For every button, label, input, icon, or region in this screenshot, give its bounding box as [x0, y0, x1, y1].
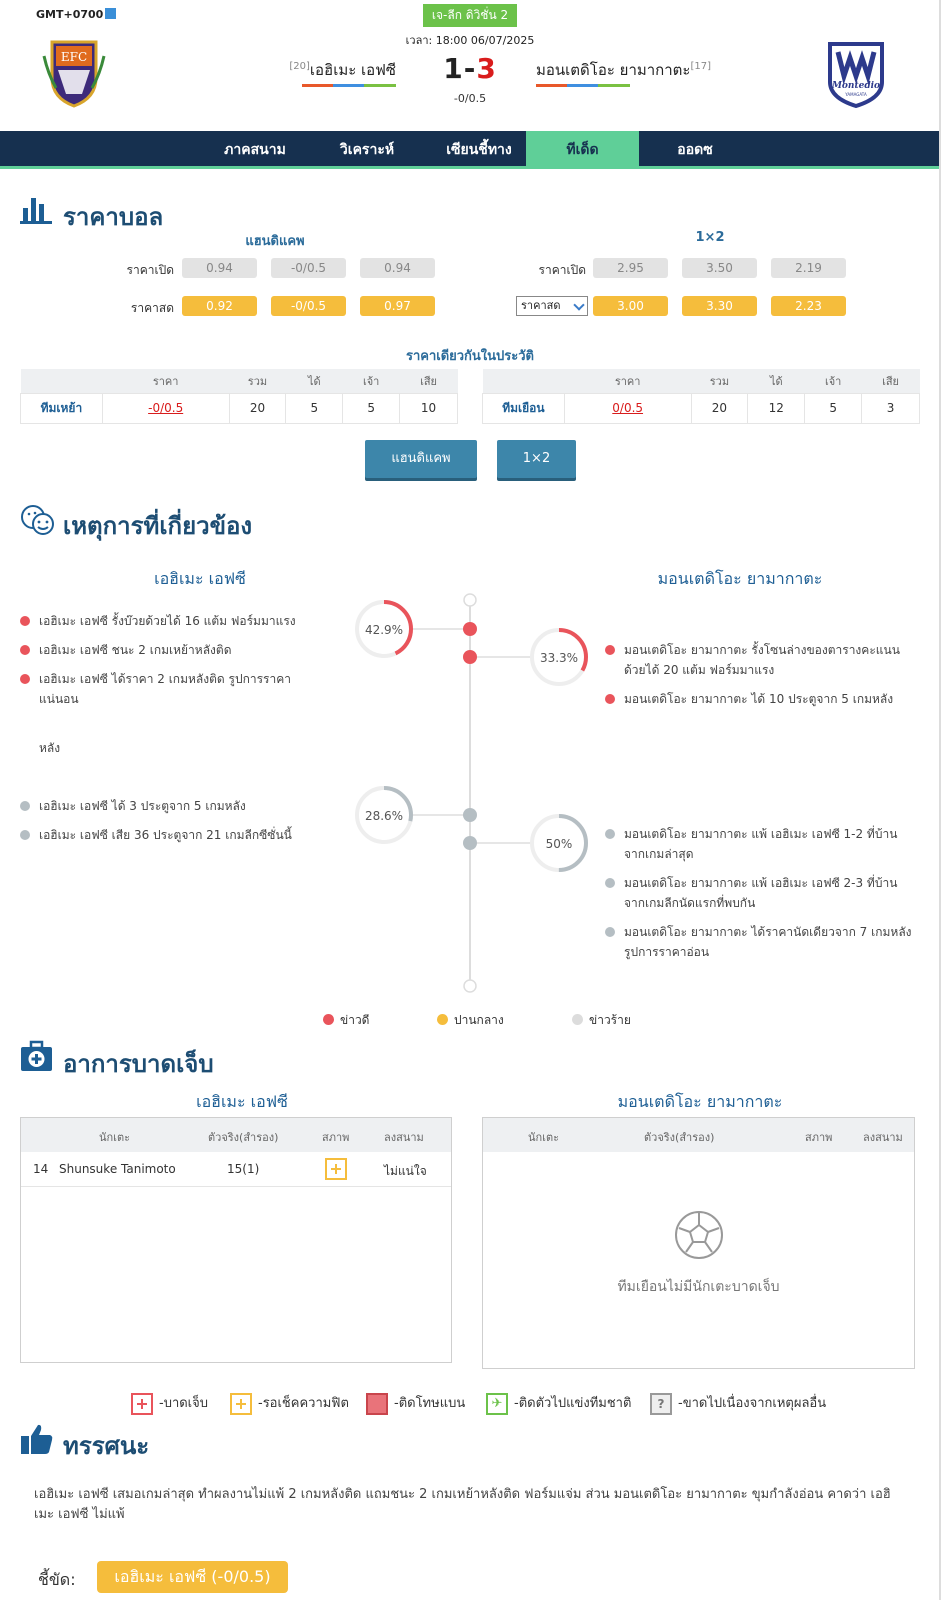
legend-bad — [572, 1011, 631, 1030]
chevron-down-icon — [573, 299, 584, 310]
list-item — [624, 922, 914, 962]
away-injury-table — [482, 1117, 915, 1369]
away-rank: [17] — [690, 61, 712, 72]
history-total: 20 — [229, 393, 286, 423]
legend-label: ข่าวดี — [340, 1013, 370, 1027]
x12-select-value: ราคาสด — [521, 299, 561, 312]
tab-odds[interactable]: ออดซ — [677, 142, 713, 158]
event-text: มอนเตดิโอะ ยามากาตะ ได้ราคานัดเดียวจาก 7 เกมหลังรูปการราคาอ่อน — [624, 925, 912, 959]
table-row — [21, 393, 458, 423]
list-item — [39, 611, 309, 631]
home-score: 1 — [443, 52, 464, 85]
list-item — [624, 873, 914, 913]
list-item — [39, 669, 309, 709]
legend-label: -รอเช็คความฟิต — [258, 1396, 349, 1411]
bad-dot — [572, 1014, 583, 1025]
events-section-title: เหตุการที่เกี่ยวข้อง — [63, 512, 253, 540]
away-bad-pct: 50% — [545, 837, 573, 851]
home-injury-table — [20, 1117, 452, 1363]
handicap-open-home: 0.94 — [182, 258, 257, 278]
legend-injured — [131, 1392, 208, 1415]
timezone-chart-icon — [105, 8, 116, 19]
col-played: ลงสนาม — [863, 1131, 903, 1144]
list-item — [624, 640, 914, 680]
table-header-row — [483, 369, 920, 393]
list-item — [39, 640, 309, 660]
handicap-button[interactable]: แฮนดิแคพ — [365, 440, 477, 478]
scoreboard — [420, 52, 520, 85]
pick-label: ชี้ขัด: — [38, 1570, 76, 1589]
timezone[interactable] — [36, 8, 116, 21]
score-separator: - — [463, 52, 477, 85]
history-draw: 5 — [343, 393, 400, 423]
tab-field[interactable]: ภาคสนาม — [224, 142, 286, 158]
injury-home-team: เอฮิเมะ เอฟซี — [196, 1092, 288, 1111]
list-item — [39, 796, 309, 816]
table-row — [21, 1152, 451, 1187]
home-team-name: เอฮิเมะ เอฟซี — [309, 61, 396, 79]
x12-open-label: ราคาเปิด — [538, 263, 586, 277]
player-number: 14 — [33, 1162, 49, 1176]
player-played: ไม่แน่ใจ — [384, 1164, 427, 1178]
col-apps: ตัวจริง(สำรอง) — [644, 1131, 715, 1144]
timezone-label: GMT+0700 — [36, 8, 104, 21]
legend-good — [323, 1011, 369, 1030]
bad-dot — [605, 927, 615, 937]
injury-away-team: มอนเตดิโอะ ยามากาตะ — [617, 1092, 783, 1111]
legend-label: ปานกลาง — [454, 1013, 504, 1027]
medical-kit-icon — [20, 1040, 53, 1073]
col-played: ลงสนาม — [384, 1131, 424, 1144]
col-win: ได้ — [748, 369, 805, 393]
home-good-pct: 42.9% — [364, 623, 404, 637]
odds-section-title: ราคาบอล — [63, 203, 164, 231]
kickoff-time: เวลา: 18:00 06/07/2025 — [405, 34, 535, 47]
away-good-pct: 33.3% — [539, 651, 579, 665]
legend-label: -บาดเจ็บ — [159, 1396, 208, 1411]
event-text: เอฮิเมะ เอฟซี ได้ 3 ประตูจาก 5 เกมหลัง — [39, 799, 246, 813]
handicap-open-label: ราคาเปิด — [126, 263, 174, 277]
list-item — [624, 689, 914, 709]
legend-label: -ขาดไปเนื่องจากเหตุผลอื่น — [678, 1396, 827, 1411]
player-apps: 15(1) — [227, 1162, 260, 1176]
list-item — [624, 824, 914, 864]
col-total: รวม — [229, 369, 286, 393]
history-odds-link[interactable]: 0/0.5 — [564, 393, 691, 423]
col-status: สภาพ — [805, 1131, 833, 1144]
col-status: สภาพ — [322, 1131, 350, 1144]
neutral-event-tail: หลัง — [39, 741, 61, 755]
tab-tips[interactable]: ทีเด็ด — [526, 131, 639, 169]
event-text: มอนเตดิโอะ ยามากาตะ แพ้ เอฮิเมะ เอฟซี 1-2 ที่บ้านจากเกมล่าสุด — [624, 827, 898, 861]
bad-dot — [20, 801, 30, 811]
bar-chart-icon — [20, 196, 52, 224]
home-history-table — [20, 369, 458, 424]
col-player: นักเตะ — [99, 1131, 130, 1144]
away-team-name: มอนเตดิโอะ ยามากาตะ — [536, 61, 691, 79]
event-text: เอฮิเมะ เอฟซี ได้ราคา 2 เกมหลังติด รูปการราคาแน่นอน — [39, 672, 291, 706]
event-text: มอนเตดิโอะ ยามากาตะ แพ้ เอฮิเมะ เอฟซี 2-3 ที่บ้านจากเกมลีกนัดแรกที่พบกัน — [624, 876, 898, 910]
col-win: ได้ — [286, 369, 343, 393]
handicap-live-line: -0/0.5 — [271, 296, 346, 316]
x12-live-home: 3.00 — [593, 296, 668, 316]
bad-dot — [605, 878, 615, 888]
airplane-icon: ✈ — [486, 1393, 508, 1415]
bad-dot — [605, 829, 615, 839]
tab-analysis[interactable]: วิเคราะห์ — [339, 142, 395, 158]
good-dot — [20, 674, 30, 684]
good-dot — [605, 694, 615, 704]
no-injury-message: ทีมเยือนไม่มีนักเตะบาดเจ็บ — [617, 1279, 780, 1295]
event-text: มอนเตดิโอะ ยามากาตะ ได้ 10 ประตูจาก 5 เกมหลัง — [624, 692, 894, 706]
handicap-live-label: ราคาสด — [130, 301, 174, 315]
legend-other — [650, 1392, 826, 1415]
handicap-live-home: 0.92 — [182, 296, 257, 316]
svg-text:EFC: EFC — [60, 50, 88, 64]
handicap-open-away: 0.94 — [360, 258, 435, 278]
neutral-dot — [437, 1014, 448, 1025]
handicap-live-away: 0.97 — [360, 296, 435, 316]
faces-icon — [20, 504, 54, 536]
injury-section-title: อาการบาดเจ็บ — [63, 1050, 214, 1078]
match-handicap: -0/0.5 — [453, 92, 487, 105]
x12-button[interactable]: 1×2 — [497, 440, 576, 478]
list-item — [39, 825, 329, 845]
history-lose: 3 — [862, 393, 920, 423]
history-odds-link[interactable]: -0/0.5 — [102, 393, 229, 423]
home-team-logo — [42, 36, 106, 108]
tab-expert[interactable]: เซียนชี้ทาง — [446, 142, 512, 158]
events-away-team: มอนเตดิโอะ ยามากาตะ — [657, 569, 823, 588]
legend-neutral — [437, 1011, 504, 1030]
pick-badge: เอฮิเมะ เอฟซี (-0/0.5) — [97, 1561, 288, 1593]
away-score: 3 — [476, 52, 497, 85]
question-icon: ? — [650, 1393, 672, 1415]
home-rank: [20] — [289, 61, 310, 72]
player-name: Shunsuke Tanimoto — [59, 1162, 176, 1176]
col-lose: เสีย — [862, 369, 920, 393]
table-header-row — [21, 1118, 451, 1152]
away-team[interactable] — [536, 58, 716, 87]
history-team: ทีมเยือน — [483, 393, 565, 423]
good-dot — [20, 645, 30, 655]
away-logo-subtext: YAMAGATA — [845, 92, 867, 97]
home-team-underline — [302, 84, 396, 87]
away-team-underline — [536, 84, 630, 87]
main-nav — [0, 131, 939, 169]
away-history-table — [482, 369, 920, 424]
handicap-open-line: -0/0.5 — [271, 258, 346, 278]
x12-live-away: 2.23 — [771, 296, 846, 316]
handicap-title: แฮนดิแคพ — [245, 234, 305, 249]
history-win: 5 — [286, 393, 343, 423]
x12-open-home: 2.95 — [593, 258, 668, 278]
football-icon — [674, 1210, 724, 1260]
history-win: 12 — [748, 393, 805, 423]
legend-national-team — [486, 1392, 631, 1415]
x12-open-away: 2.19 — [771, 258, 846, 278]
legend-label: ข่าวร้าย — [589, 1013, 631, 1027]
col-player: นักเตะ — [528, 1131, 559, 1144]
doubtful-icon — [325, 1158, 347, 1180]
x12-odds-select[interactable] — [516, 296, 588, 316]
event-text: เอฮิเมะ เอฟซี เสีย 36 ประตูจาก 21 เกมลีกซีซั่นนี้ — [39, 828, 292, 842]
history-title: ราคาเดียวกันในประวัติ — [405, 349, 535, 364]
col-total: รวม — [691, 369, 748, 393]
good-dot — [20, 616, 30, 626]
col-team — [483, 369, 565, 393]
thumbs-up-icon — [20, 1422, 54, 1456]
suspended-icon — [366, 1393, 388, 1415]
table-header-row — [483, 1118, 914, 1152]
col-team — [21, 369, 103, 393]
col-lose: เสีย — [400, 369, 458, 393]
table-header-row — [21, 369, 458, 393]
opinion-text: เอฮิเมะ เอฟซี เสมอเกมล่าสุด ทำผลงานไม่แพ้ 2 เกมหลังติด แถมชนะ 2 เกมเหย้าหลังติด ฟอร์มแจ่ม ส่วน มอนเตดิโอะ ยามากาตะ ขุมกำลังอ่อน คาดว่า เอฮิเมะ เอฟซี ไม่แพ้ — [34, 1487, 891, 1522]
x12-title: 1×2 — [695, 230, 725, 245]
history-draw: 5 — [805, 393, 862, 423]
history-team: ทีมเหย้า — [21, 393, 103, 423]
opinion-section-title: ทรรศนะ — [63, 1432, 150, 1460]
away-logo-text: Montedio — [831, 81, 881, 91]
x12-open-draw: 3.50 — [682, 258, 757, 278]
col-draw: เจ้า — [343, 369, 400, 393]
legend-label: -ติดโทษแบน — [394, 1396, 466, 1411]
col-draw: เจ้า — [805, 369, 862, 393]
events-timeline — [340, 588, 600, 998]
legend-label: -ติดตัวไปแข่งทีมชาติ — [514, 1396, 632, 1411]
bad-dot — [20, 830, 30, 840]
legend-suspended — [366, 1392, 465, 1415]
x12-live-draw: 3.30 — [682, 296, 757, 316]
good-dot — [605, 645, 615, 655]
table-row — [483, 393, 920, 423]
injured-icon — [131, 1393, 153, 1415]
history-lose: 10 — [400, 393, 458, 423]
event-text: มอนเตดิโอะ ยามากาตะ รั้งโซนล่างของตารางคะแนนด้วยได้ 20 แต้ม ฟอร์มมาแรง — [624, 643, 900, 677]
events-home-team: เอฮิเมะ เอฟซี — [154, 569, 246, 588]
league-badge[interactable]: เจ-ลีก ดิวิชั่น 2 — [423, 4, 517, 27]
good-dot — [323, 1014, 334, 1025]
away-team-logo — [826, 36, 886, 108]
history-total: 20 — [691, 393, 748, 423]
col-odds: ราคา — [102, 369, 229, 393]
home-team[interactable] — [280, 58, 396, 87]
col-odds: ราคา — [564, 369, 691, 393]
col-apps: ตัวจริง(สำรอง) — [208, 1131, 279, 1144]
doubtful-icon — [230, 1393, 252, 1415]
event-text: เอฮิเมะ เอฟซี รั้งบ๊วยด้วยได้ 16 แต้ม ฟอร์มมาแรง — [39, 614, 296, 628]
legend-doubtful — [230, 1392, 349, 1415]
event-text: เอฮิเมะ เอฟซี ชนะ 2 เกมเหย้าหลังติด — [39, 643, 232, 657]
home-bad-pct: 28.6% — [364, 809, 404, 823]
